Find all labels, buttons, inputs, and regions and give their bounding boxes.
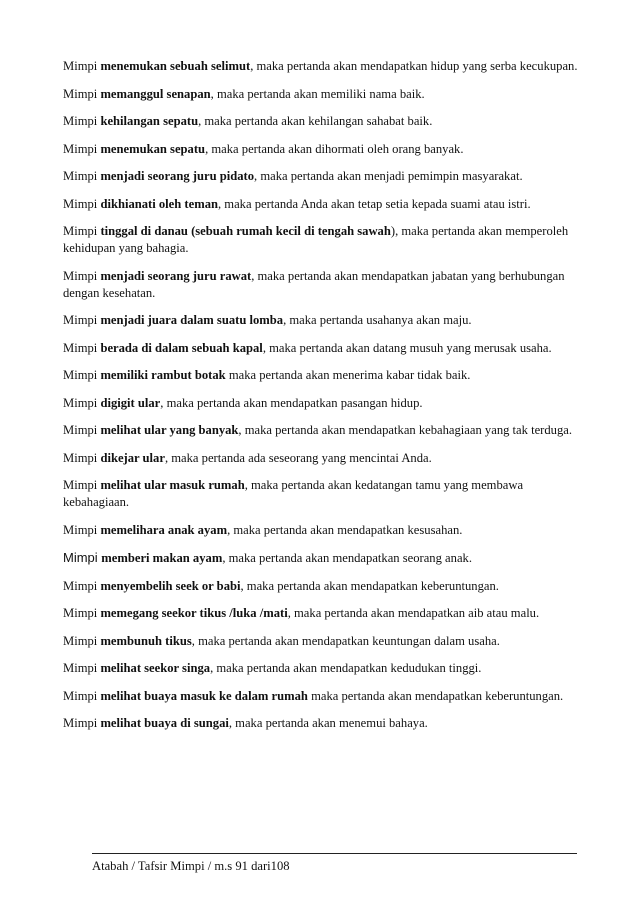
entry-dream-subject: berada di dalam sebuah kapal bbox=[100, 340, 263, 355]
entry-meaning: , maka pertanda Anda akan tetap setia kepada suami atau istri. bbox=[218, 196, 531, 211]
entry-prefix: Mimpi bbox=[63, 141, 101, 156]
dream-entry bbox=[63, 605, 583, 622]
entry-dream-subject: menjadi seorang juru rawat bbox=[100, 268, 252, 283]
entry-dream-subject: menjadi seorang juru pidato bbox=[100, 169, 255, 183]
entry-prefix: Mimpi bbox=[63, 450, 101, 465]
entry-prefix: Mimpi bbox=[63, 661, 101, 675]
entry-dream-subject: menjadi juara dalam suatu lomba bbox=[100, 313, 284, 327]
dream-entry bbox=[63, 86, 583, 103]
entry-meaning: , maka pertanda ada seseorang yang mencintai Anda. bbox=[164, 450, 432, 465]
entry-prefix: Mimpi bbox=[63, 313, 101, 327]
entry-dream-subject: digigit ular bbox=[100, 395, 161, 410]
entry-prefix: Mimpi bbox=[63, 578, 101, 593]
entry-prefix: Mimpi bbox=[63, 522, 101, 537]
entry-dream-subject: menemukan sepatu bbox=[100, 141, 206, 156]
entry-dream-subject: memanggul senapan bbox=[100, 86, 211, 101]
dream-entry bbox=[63, 688, 583, 705]
entry-dream-subject: melihat buaya di sungai bbox=[100, 716, 229, 730]
entry-dream-subject: memegang seekor tikus /luka /mati bbox=[100, 606, 288, 620]
dream-entry bbox=[63, 113, 583, 130]
entry-meaning: , maka pertanda akan mendapatkan hidup yang serba kecukupan. bbox=[250, 59, 578, 73]
entry-meaning: , maka pertanda akan kehilangan sahabat baik. bbox=[198, 114, 433, 128]
entry-meaning: , maka pertanda akan mendapatkan keuntungan dalam usaha. bbox=[191, 633, 500, 648]
entry-meaning: , maka pertanda akan menjadi pemimpin masyarakat. bbox=[254, 169, 523, 183]
entry-prefix: Mimpi bbox=[63, 268, 101, 283]
entry-meaning: , maka pertanda akan mendapatkan pasangan hidup. bbox=[160, 395, 423, 410]
entry-prefix: Mimpi bbox=[63, 340, 101, 355]
entry-dream-subject: memelihara anak ayam bbox=[100, 522, 228, 537]
entry-dream-subject: dikejar ular bbox=[100, 450, 165, 465]
entry-dream-subject: melihat seekor singa bbox=[100, 661, 211, 675]
entry-meaning: , maka pertanda akan memiliki nama baik. bbox=[210, 86, 425, 101]
entry-meaning: , maka pertanda akan kedatangan tamu yang membawa kebahagiaan. bbox=[63, 478, 524, 509]
entry-prefix: Mimpi bbox=[63, 550, 102, 565]
entry-meaning: , maka pertanda akan mendapatkan jabatan yang berhubungan dengan kesehatan. bbox=[63, 268, 565, 300]
dream-entry bbox=[63, 715, 583, 732]
entry-prefix: Mimpi bbox=[63, 196, 101, 211]
dream-entry bbox=[63, 660, 583, 677]
dream-entry bbox=[63, 58, 583, 75]
entry-prefix: Mimpi bbox=[63, 368, 101, 382]
entry-prefix: Mimpi bbox=[63, 633, 101, 648]
entry-meaning: , maka pertanda akan mendapatkan seorang anak. bbox=[222, 551, 472, 565]
entry-meaning: , maka pertanda usahanya akan maju. bbox=[283, 313, 472, 327]
entry-meaning: maka pertanda akan menerima kabar tidak baik. bbox=[225, 368, 471, 382]
entry-dream-subject: tinggal di danau (sebuah rumah kecil di tengah sawah bbox=[100, 224, 391, 238]
entry-meaning: , maka pertanda akan mendapatkan aib atau malu. bbox=[287, 606, 540, 620]
entry-prefix: Mimpi bbox=[63, 688, 101, 703]
entry-dream-subject: menyembelih seek or babi bbox=[100, 578, 241, 593]
entry-prefix: Mimpi bbox=[63, 169, 101, 183]
entry-dream-subject: kehilangan sepatu bbox=[100, 114, 199, 128]
entry-dream-subject: memiliki rambut botak bbox=[100, 368, 226, 382]
dream-entry bbox=[63, 141, 583, 158]
entry-meaning: maka pertanda akan mendapatkan keberuntungan. bbox=[307, 688, 564, 703]
dream-entry bbox=[63, 168, 583, 185]
dream-entry bbox=[63, 578, 583, 595]
entry-dream-subject: melihat ular masuk rumah bbox=[100, 478, 245, 492]
entry-prefix: Mimpi bbox=[63, 478, 101, 492]
dream-entry bbox=[63, 450, 583, 467]
dream-entry bbox=[63, 268, 583, 302]
dream-entry bbox=[63, 196, 583, 213]
entry-meaning: , maka pertanda akan mendapatkan keberuntungan. bbox=[240, 578, 499, 593]
entry-prefix: Mimpi bbox=[63, 59, 101, 73]
entry-meaning: , maka pertanda akan dihormati oleh orang banyak. bbox=[205, 141, 464, 156]
entry-meaning: , maka pertanda akan mendapatkan kedudukan tinggi. bbox=[210, 661, 482, 675]
entry-meaning: ), maka pertanda akan memperoleh kehidupan yang bahagia. bbox=[63, 224, 569, 255]
dream-entry bbox=[63, 522, 583, 539]
entry-dream-subject: melihat buaya masuk ke dalam rumah bbox=[100, 688, 308, 703]
page-footer: Atabah / Tafsir Mimpi / m.s 91 dari108 bbox=[92, 859, 290, 873]
dream-entry bbox=[63, 367, 583, 384]
dream-entry bbox=[63, 312, 583, 329]
document-body bbox=[63, 58, 583, 743]
dream-entry bbox=[63, 633, 583, 650]
dream-entry bbox=[63, 422, 583, 439]
entry-prefix: Mimpi bbox=[63, 114, 101, 128]
entry-prefix: Mimpi bbox=[63, 716, 101, 730]
entry-dream-subject: menemukan sebuah selimut bbox=[100, 59, 251, 73]
entry-prefix: Mimpi bbox=[63, 606, 101, 620]
dream-entry bbox=[63, 223, 583, 257]
dream-entry bbox=[63, 549, 583, 567]
entry-dream-subject: dikhianati oleh teman bbox=[100, 196, 218, 211]
entry-meaning: , maka pertanda akan mendapatkan kebahagiaan yang tak terduga. bbox=[238, 423, 573, 437]
footer-rule bbox=[92, 853, 577, 854]
entry-prefix: Mimpi bbox=[63, 86, 101, 101]
entry-prefix: Mimpi bbox=[63, 423, 101, 437]
dream-entry bbox=[63, 477, 583, 511]
entry-dream-subject: membunuh tikus bbox=[100, 633, 192, 648]
entry-dream-subject: memberi makan ayam bbox=[101, 551, 223, 565]
dream-entry bbox=[63, 340, 583, 357]
entry-meaning: , maka pertanda akan datang musuh yang merusak usaha. bbox=[262, 340, 552, 355]
entry-prefix: Mimpi bbox=[63, 224, 101, 238]
entry-dream-subject: melihat ular yang banyak bbox=[100, 423, 239, 437]
dream-entry bbox=[63, 395, 583, 412]
entry-meaning: , maka pertanda akan mendapatkan kesusahan. bbox=[227, 522, 463, 537]
entry-meaning: , maka pertanda akan menemui bahaya. bbox=[228, 716, 428, 730]
entry-prefix: Mimpi bbox=[63, 395, 101, 410]
